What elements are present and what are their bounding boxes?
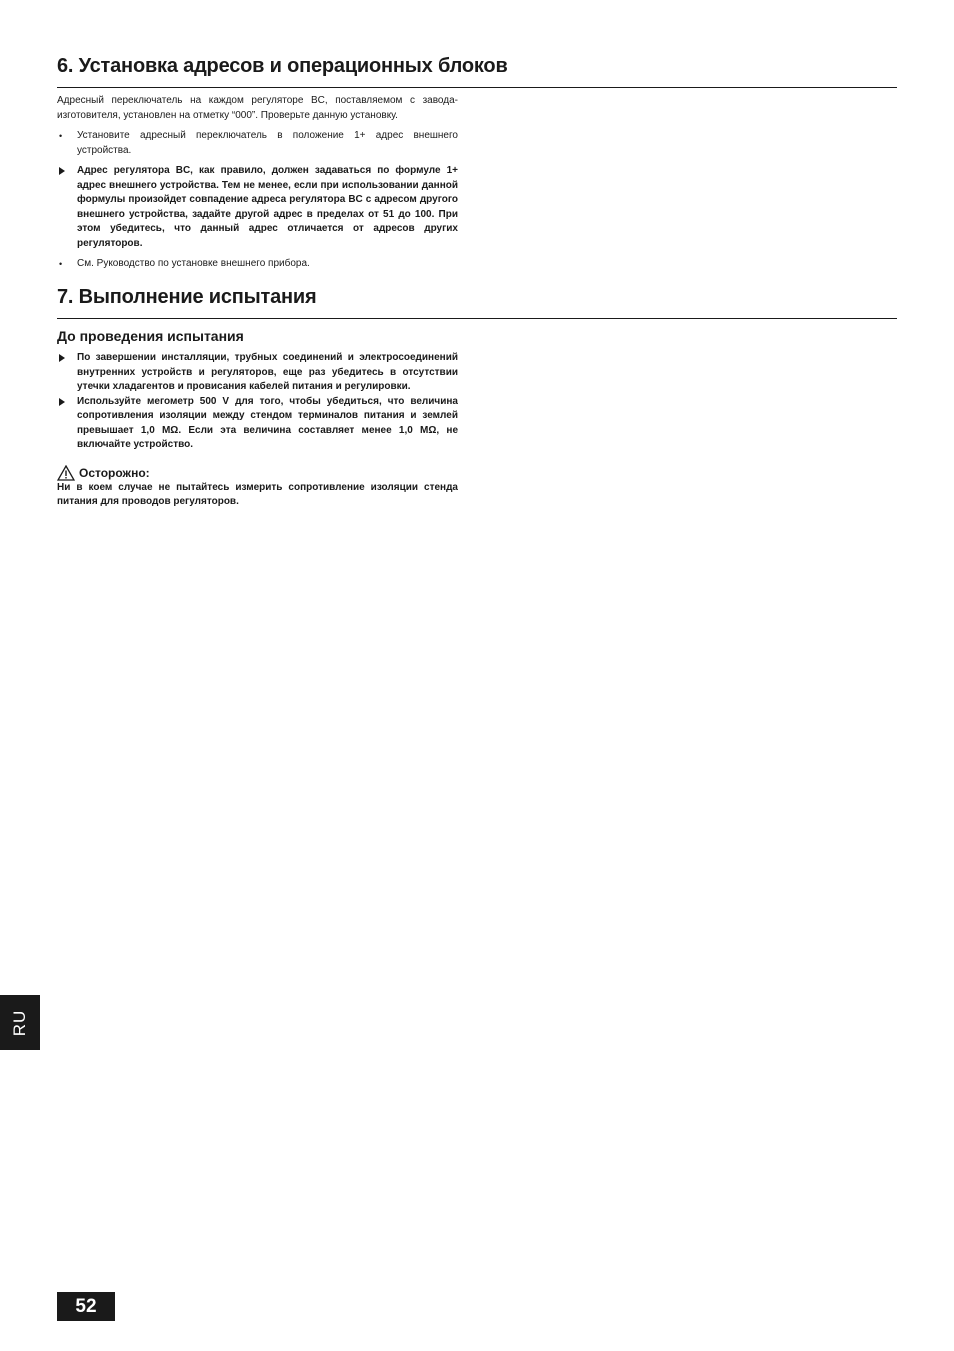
language-label: RU [10, 1009, 29, 1036]
bullet-icon: • [59, 131, 63, 141]
bullet-text: Установите адресный переключатель в положение 1+ адрес внешнего устройства. [77, 130, 458, 156]
list-item [57, 164, 458, 251]
section-7-title: 7. Выполнение испытания [57, 286, 317, 308]
list-item [57, 395, 458, 453]
bullet-icon: • [59, 259, 63, 269]
arrow-text: Используйте мегометр 500 V для того, чтобы убедиться, что величина сопротивления изоляции между стендом терминалов питания и землей превышает 1,0 MΩ. Если эта величина составляет менее 1,0 MΩ, не включайте устройство. [77, 395, 458, 450]
section-6-divider [57, 87, 897, 88]
arrow-right-icon [59, 398, 65, 406]
list-item [57, 351, 458, 395]
list-item [57, 129, 458, 158]
warning-icon [57, 465, 75, 481]
section-6-intro: Адресный переключатель на каждом регуляторе BC, поставляемом с завода-изготовителя, установлен на отметку “000”. Проверьте данную установку. [57, 95, 458, 121]
arrow-right-icon [59, 354, 65, 362]
arrow-text: Адрес регулятора BC, как правило, должен задаваться по формуле 1+ адрес внешнего устройства. Тем не менее, если при использовании данной формулы произойдет совпадение адреса регулятора BC с адресом другого внешнего устройства, задайте другой адрес в пределах от 51 до 100. При этом убедитесь, что данный адрес отличается от адресов других регуляторов. [77, 165, 458, 249]
list-item [57, 257, 458, 272]
section-7-divider [57, 318, 897, 319]
section-7-body [57, 327, 458, 510]
section-6-body [57, 94, 458, 272]
bullet-text: См. Руководство по установке внешнего прибора. [77, 258, 310, 269]
caution-heading [57, 465, 458, 481]
section-7-subtitle: До проведения испытания [57, 328, 244, 344]
arrow-right-icon [59, 167, 65, 175]
caution-text: Ни в коем случае не пытайтесь измерить сопротивление изоляции стенда питания для проводов регуляторов. [57, 481, 458, 507]
arrow-text: По завершении инсталляции, трубных соединений и электросоединений внутренних устройств и регуляторов, еще раз убедитесь в отсутствии утечки хладагентов и провисания кабелей питания и регулировки. [77, 352, 458, 392]
caution-title: Осторожно: [79, 465, 150, 480]
section-6-title: 6. Установка адресов и операционных блоков [57, 55, 508, 77]
page-number: 52 [57, 1292, 115, 1321]
language-tab [0, 995, 40, 1050]
